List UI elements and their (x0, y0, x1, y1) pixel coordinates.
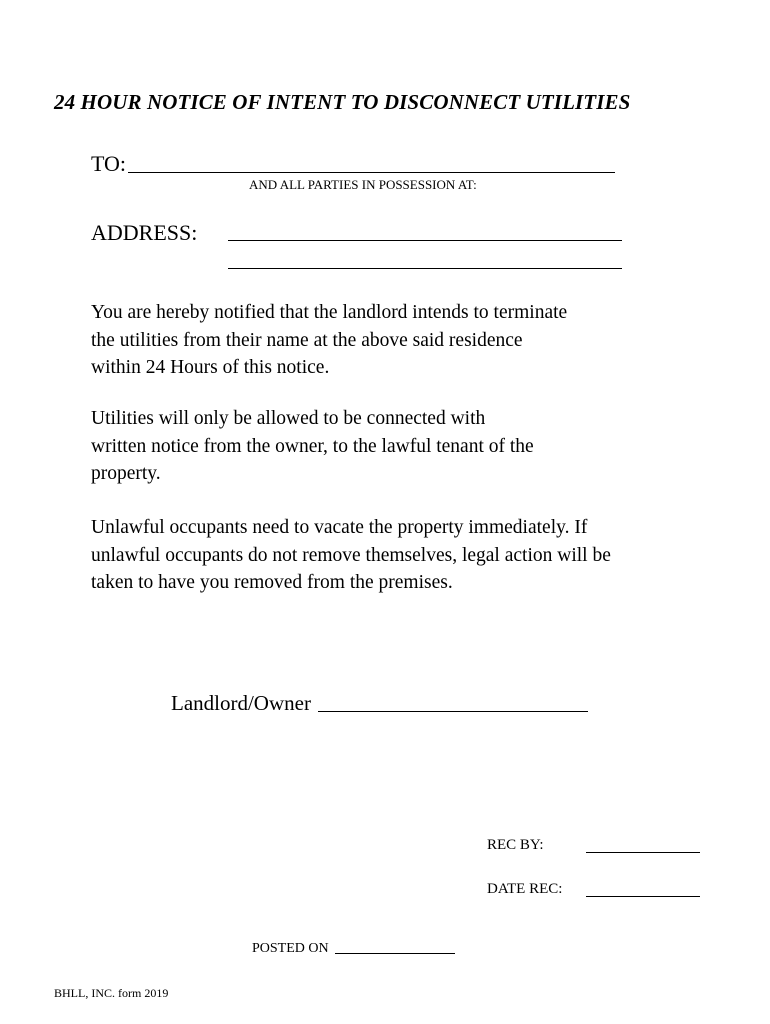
notice-paragraph-2 (91, 405, 534, 488)
paragraph-line: unlawful occupants do not remove themselves, legal action will be (91, 544, 611, 566)
parties-note: AND ALL PARTIES IN POSSESSION AT: (249, 177, 477, 192)
paragraph-line: You are hereby notified that the landlord intends to terminate (91, 302, 568, 323)
posted-on-blank-line[interactable] (335, 941, 455, 954)
landlord-signature-field (171, 691, 588, 716)
document-title: 24 HOUR NOTICE OF INTENT TO DISCONNECT UTILITIES (54, 90, 631, 114)
paragraph-line: the utilities from their name at the above said residence (91, 329, 523, 351)
paragraph-line: Unlawful occupants need to vacate the property immediately. If (91, 517, 588, 538)
notice-paragraph-3 (91, 514, 611, 597)
paragraph-line: property. (91, 463, 161, 484)
date-rec-label: DATE REC: (487, 881, 563, 897)
paragraph-line: Utilities will only be allowed to be connected with (91, 408, 486, 429)
paragraph-line: written notice from the owner, to the lawful tenant of the (91, 435, 534, 457)
posted-on-label: POSTED ON (252, 941, 329, 956)
address-blank-line-2[interactable] (228, 268, 622, 269)
rec-by-blank-line[interactable] (586, 852, 700, 853)
to-field (91, 150, 615, 177)
landlord-signature-line[interactable] (318, 691, 588, 712)
paragraph-line: taken to have you removed from the premises. (91, 572, 453, 593)
notice-paragraph-1 (91, 299, 567, 382)
to-blank-line[interactable] (128, 150, 615, 173)
address-label: ADDRESS: (91, 220, 198, 245)
landlord-label: Landlord/Owner (171, 691, 311, 715)
date-rec-blank-line[interactable] (586, 896, 700, 897)
paragraph-line: within 24 Hours of this notice. (91, 357, 330, 378)
to-label: TO: (91, 151, 127, 176)
posted-on-field (252, 941, 455, 957)
form-footer: BHLL, INC. form 2019 (54, 986, 169, 1000)
address-blank-line-1[interactable] (228, 240, 622, 241)
rec-by-label: REC BY: (487, 837, 544, 853)
